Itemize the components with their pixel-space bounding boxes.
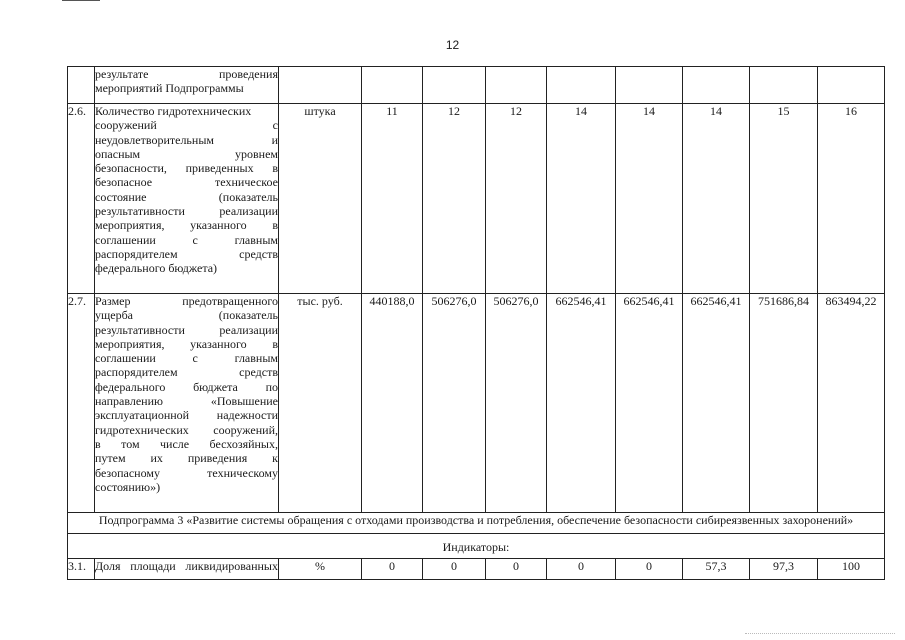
row-unit: [279, 67, 362, 104]
description-line: соглашении с главным: [95, 351, 278, 366]
row-unit: %: [279, 559, 362, 580]
value-cell: [750, 67, 818, 104]
value-cell: [547, 67, 616, 104]
value-cell: 662546,41: [547, 294, 616, 513]
description-line: в том числе бесхозяйных,: [95, 436, 278, 451]
value-cell: [683, 67, 750, 104]
description-line: Количество гидротехнических: [95, 104, 252, 118]
description-line: безопасное техническое: [95, 175, 278, 190]
value-cell: [423, 67, 486, 104]
value-cell: 0: [547, 559, 616, 580]
description-line: эксплуатационной надежности: [95, 408, 278, 423]
description-line: результате проведения: [95, 67, 278, 81]
value-cell: 12: [423, 104, 486, 294]
description-line: состоянию»): [95, 479, 161, 494]
row-number: [68, 67, 95, 104]
row-number: 3.1.: [68, 559, 95, 580]
table-row: [68, 559, 885, 580]
description-line: ущерба (показатель: [95, 308, 278, 323]
value-cell: 16: [818, 104, 885, 294]
page-number: 12: [445, 38, 460, 52]
row-description: [95, 104, 279, 294]
value-cell: 0: [423, 559, 486, 580]
table-body: [68, 67, 885, 580]
description-line: опасным уровнем: [95, 146, 278, 161]
description-line: федерального бюджета): [95, 261, 218, 276]
description-line: результативности реализации: [95, 204, 278, 219]
table-row: [68, 104, 885, 294]
value-cell: 662546,41: [616, 294, 683, 513]
value-cell: 662546,41: [683, 294, 750, 513]
row-unit: штука: [279, 104, 362, 294]
value-cell: 11: [362, 104, 423, 294]
table-row: [68, 294, 885, 513]
description-line: мероприятий Подпрограммы: [95, 81, 244, 96]
description-line: мероприятия, указанного в: [95, 336, 278, 351]
row-unit: тыс. руб.: [279, 294, 362, 513]
description-line: распорядителем средств: [95, 365, 278, 380]
value-cell: 863494,22: [818, 294, 885, 513]
value-cell: 0: [616, 559, 683, 580]
description-line: соглашении с главным: [95, 232, 278, 247]
description-line: распорядителем средств: [95, 246, 278, 261]
indicators-row: [68, 534, 885, 559]
value-cell: 440188,0: [362, 294, 423, 513]
description-line: сооружений с: [95, 118, 278, 133]
indicators-label: Индикаторы:: [68, 534, 885, 559]
value-cell: 751686,84: [750, 294, 818, 513]
description-line: результативности реализации: [95, 322, 278, 337]
row-description: [95, 67, 279, 104]
value-cell: 0: [362, 559, 423, 580]
subprogram-row: [68, 513, 885, 534]
top-rule: [62, 0, 100, 1]
footer-dotted-rule: [745, 633, 895, 636]
description-line: неудовлетворительным и: [95, 132, 278, 147]
value-cell: 97,3: [750, 559, 818, 580]
value-cell: [486, 67, 547, 104]
description-line: мероприятия, указанного в: [95, 218, 278, 233]
row-number: 2.6.: [68, 104, 95, 294]
row-description: [95, 559, 279, 580]
value-cell: 14: [683, 104, 750, 294]
description-line: Доля площади ликвидированных: [95, 559, 278, 573]
value-cell: [616, 67, 683, 104]
description-line: федерального бюджета по: [95, 379, 278, 394]
value-cell: 0: [486, 559, 547, 580]
description-line: путем их приведения к: [95, 451, 278, 466]
description-line: состояние (показатель: [95, 189, 278, 204]
row-description: [95, 294, 279, 513]
value-cell: 506276,0: [423, 294, 486, 513]
subprogram-title: Подпрограмма 3 «Развитие системы обращения с отходами производства и потребления, обеспечение безопасности сибиреязвенных захоронений»: [68, 513, 885, 534]
description-line: безопасному техническому: [95, 465, 278, 480]
indicators-table: [67, 66, 885, 580]
row-number: 2.7.: [68, 294, 95, 513]
value-cell: 15: [750, 104, 818, 294]
description-line: Размер предотвращенного: [95, 294, 278, 308]
value-cell: 100: [818, 559, 885, 580]
table-row-continued: [68, 67, 885, 104]
value-cell: 57,3: [683, 559, 750, 580]
value-cell: 12: [486, 104, 547, 294]
description-line: гидротехнических сооружений,: [95, 422, 278, 437]
value-cell: [818, 67, 885, 104]
value-cell: 506276,0: [486, 294, 547, 513]
value-cell: 14: [616, 104, 683, 294]
description-line: безопасности, приведенных в: [95, 161, 278, 176]
description-line: направлению «Повышение: [95, 394, 278, 409]
value-cell: 14: [547, 104, 616, 294]
value-cell: [362, 67, 423, 104]
